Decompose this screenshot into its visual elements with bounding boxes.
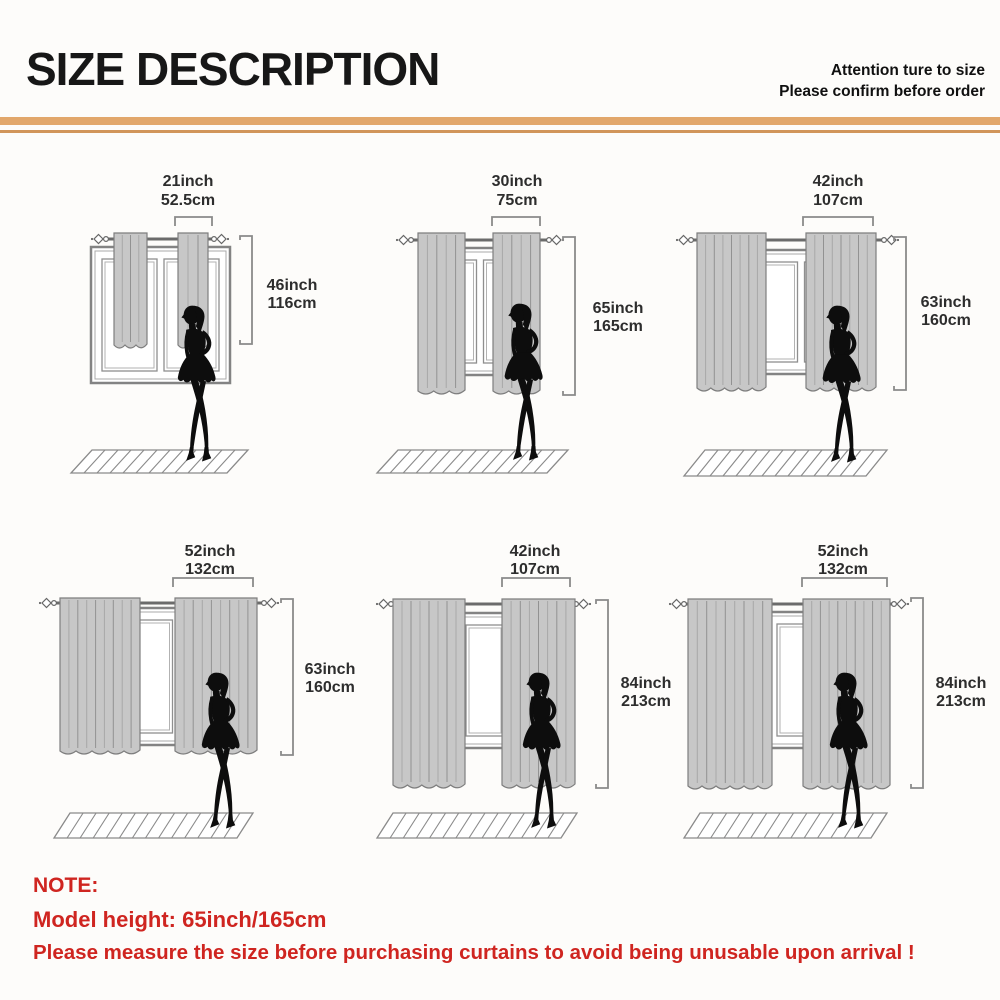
height-measurement-inch: 65inch: [592, 300, 644, 317]
height-measurement-inch: 46inch: [266, 277, 318, 294]
height-bracket: [596, 600, 608, 788]
note-warning: Please measure the size before purchasing curtains to avoid being unusable upon arrival !: [33, 941, 915, 964]
page-title: SIZE DESCRIPTION: [26, 43, 440, 95]
curtain-panel: [688, 599, 772, 789]
height-measurement-inch: 63inch: [304, 661, 356, 678]
width-measurement-cm: 132cm: [185, 561, 235, 578]
rug: [684, 450, 887, 476]
height-measurement-cm: 165cm: [593, 318, 643, 335]
size-panel: [71, 173, 317, 473]
width-measurement-cm: 107cm: [813, 192, 863, 209]
note-model-height: Model height: 65inch/165cm: [33, 907, 327, 932]
height-measurement-cm: 213cm: [621, 693, 671, 710]
width-measurement-inch: 52inch: [184, 543, 236, 560]
height-bracket: [894, 237, 906, 390]
width-measurement-inch: 42inch: [509, 543, 561, 560]
height-bracket: [563, 237, 575, 395]
curtain-panel: [60, 598, 140, 754]
height-measurement-cm: 160cm: [921, 312, 971, 329]
height-bracket: [911, 598, 923, 788]
rug: [377, 450, 568, 473]
height-measurement-cm: 160cm: [305, 679, 355, 696]
width-bracket: [802, 578, 887, 587]
width-bracket: [175, 217, 212, 226]
width-bracket: [492, 217, 540, 226]
height-measurement-cm: 116cm: [267, 295, 317, 312]
height-bracket: [281, 599, 293, 755]
height-measurement-inch: 63inch: [920, 294, 972, 311]
rug: [71, 450, 248, 473]
size-panel: [39, 543, 355, 838]
width-measurement-inch: 30inch: [491, 173, 543, 190]
curtain-panel: [697, 233, 766, 391]
width-measurement-cm: 52.5cm: [160, 192, 216, 209]
width-measurement-cm: 75cm: [496, 192, 538, 209]
note-heading: NOTE:: [33, 874, 99, 897]
height-measurement-inch: 84inch: [935, 675, 987, 692]
curtain-panel: [418, 233, 465, 394]
rug: [54, 813, 253, 838]
height-bracket: [240, 236, 252, 344]
height-measurement-inch: 84inch: [620, 675, 672, 692]
width-bracket: [502, 578, 570, 587]
width-measurement-inch: 52inch: [817, 543, 869, 560]
width-bracket: [173, 578, 253, 587]
curtain-size-diagrams: [0, 150, 1000, 860]
curtain-panel: [114, 233, 147, 348]
height-measurement-cm: 213cm: [936, 693, 986, 710]
width-measurement-cm: 132cm: [818, 561, 868, 578]
width-bracket: [803, 217, 873, 226]
size-panel: [676, 173, 971, 476]
curtain-panel: [393, 599, 465, 788]
size-panel: [669, 543, 986, 838]
rug: [377, 813, 577, 838]
width-measurement-cm: 107cm: [510, 561, 560, 578]
width-measurement-inch: 42inch: [812, 173, 864, 190]
attention-line-2: Please confirm before order: [779, 83, 985, 101]
width-measurement-inch: 21inch: [162, 173, 214, 190]
accent-divider-thick: [0, 117, 1000, 125]
attention-note: [779, 60, 985, 103]
size-panel: [376, 543, 671, 838]
attention-line-1: Attention ture to size: [830, 62, 985, 79]
size-panel: [377, 173, 643, 473]
accent-divider-thin: [0, 130, 1000, 133]
